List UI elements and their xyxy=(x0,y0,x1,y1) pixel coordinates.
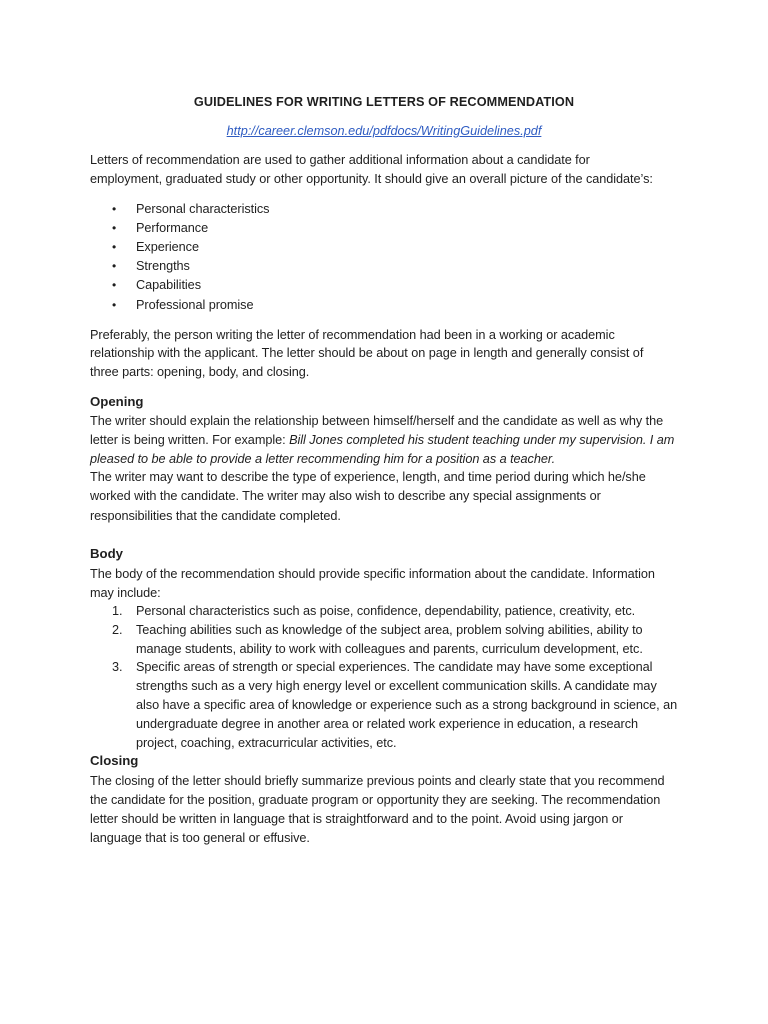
body-heading: Body xyxy=(90,546,123,561)
list-item: undergraduate degree in another area or related work experience in education, a research xyxy=(136,717,639,731)
bullet-item: Strengths xyxy=(136,259,190,273)
opening-line: The writer should explain the relationship between himself/herself and the candidate as well as why the xyxy=(90,414,664,428)
paragraph-line: Preferably, the person writing the letter of recommendation had been in a working or academic xyxy=(90,328,615,342)
bullet-item: Capabilities xyxy=(136,278,201,292)
list-number: 1. xyxy=(112,604,123,618)
opening-line xyxy=(90,431,674,450)
closing-heading: Closing xyxy=(90,753,139,768)
closing-line: The closing of the letter should briefly summarize previous points and clearly state that you recommend xyxy=(90,774,665,788)
intro-line: Letters of recommendation are used to gather additional information about a candidate for xyxy=(90,153,590,167)
list-item: also have a specific area of knowledge or experience such as a strong background in science, an xyxy=(136,698,678,712)
bullet-marker: • xyxy=(112,259,117,273)
list-item: Specific areas of strength or special experiences. The candidate may have some exceptional xyxy=(136,660,653,674)
list-item: Teaching abilities such as knowledge of the subject area, problem solving abilities, ability to xyxy=(136,623,643,637)
list-item: project, coaching, extracurricular activities, etc. xyxy=(136,736,397,750)
bullet-item: Performance xyxy=(136,221,209,235)
bullet-marker: • xyxy=(112,202,117,216)
list-number: 3. xyxy=(112,660,123,674)
bullet-marker: • xyxy=(112,298,117,312)
opening-line: The writer may want to describe the type of experience, length, and time period during which he/she xyxy=(90,470,646,484)
closing-line: the candidate for the position, graduate program or opportunity they are seeking. The recommendation xyxy=(90,793,661,807)
bullet-marker: • xyxy=(112,278,117,292)
intro-line: employment, graduated study or other opportunity. It should give an overall picture of the candidate’s: xyxy=(90,172,653,186)
paragraph-line: three parts: opening, body, and closing. xyxy=(90,365,310,379)
closing-line: language that is too general or effusive. xyxy=(90,831,310,845)
page-title: GUIDELINES FOR WRITING LETTERS OF RECOMMENDATION xyxy=(193,95,575,109)
bullet-marker: • xyxy=(112,221,117,235)
closing-line: letter should be written in language that is straightforward and to the point. Avoid using jargon or xyxy=(90,812,623,826)
example-text: Bill Jones completed his student teaching under my supervision. I am xyxy=(289,433,675,447)
opening-line: responsibilities that the candidate completed. xyxy=(90,509,341,523)
bullet-item: Experience xyxy=(136,240,199,254)
opening-line: worked with the candidate. The writer may also wish to describe any special assignments or xyxy=(90,489,601,503)
source-link[interactable]: http://career.clemson.edu/pdfdocs/WritingGuidelines.pdf xyxy=(226,124,542,138)
list-item: manage students, ability to work with colleagues and parents, curriculum development, etc. xyxy=(136,642,643,656)
body-intro-line: may include: xyxy=(90,586,161,600)
opening-text: letter is being written. For example: xyxy=(90,433,290,447)
list-item: Personal characteristics such as poise, confidence, dependability, patience, creativity, etc. xyxy=(136,604,636,618)
paragraph-line: relationship with the applicant. The letter should be about on page in length and generally consist of xyxy=(90,346,644,360)
list-number: 2. xyxy=(112,623,123,637)
body-intro-line: The body of the recommendation should provide specific information about the candidate. Information xyxy=(90,567,655,581)
example-text: pleased to be able to provide a letter recommending him for a position as a teacher. xyxy=(90,452,556,466)
bullet-marker: • xyxy=(112,240,117,254)
opening-heading: Opening xyxy=(90,394,144,409)
bullet-item: Personal characteristics xyxy=(136,202,270,216)
bullet-item: Professional promise xyxy=(136,298,254,312)
list-item: strengths such as a very high energy level or excellent communication skills. A candidate may xyxy=(136,679,657,693)
